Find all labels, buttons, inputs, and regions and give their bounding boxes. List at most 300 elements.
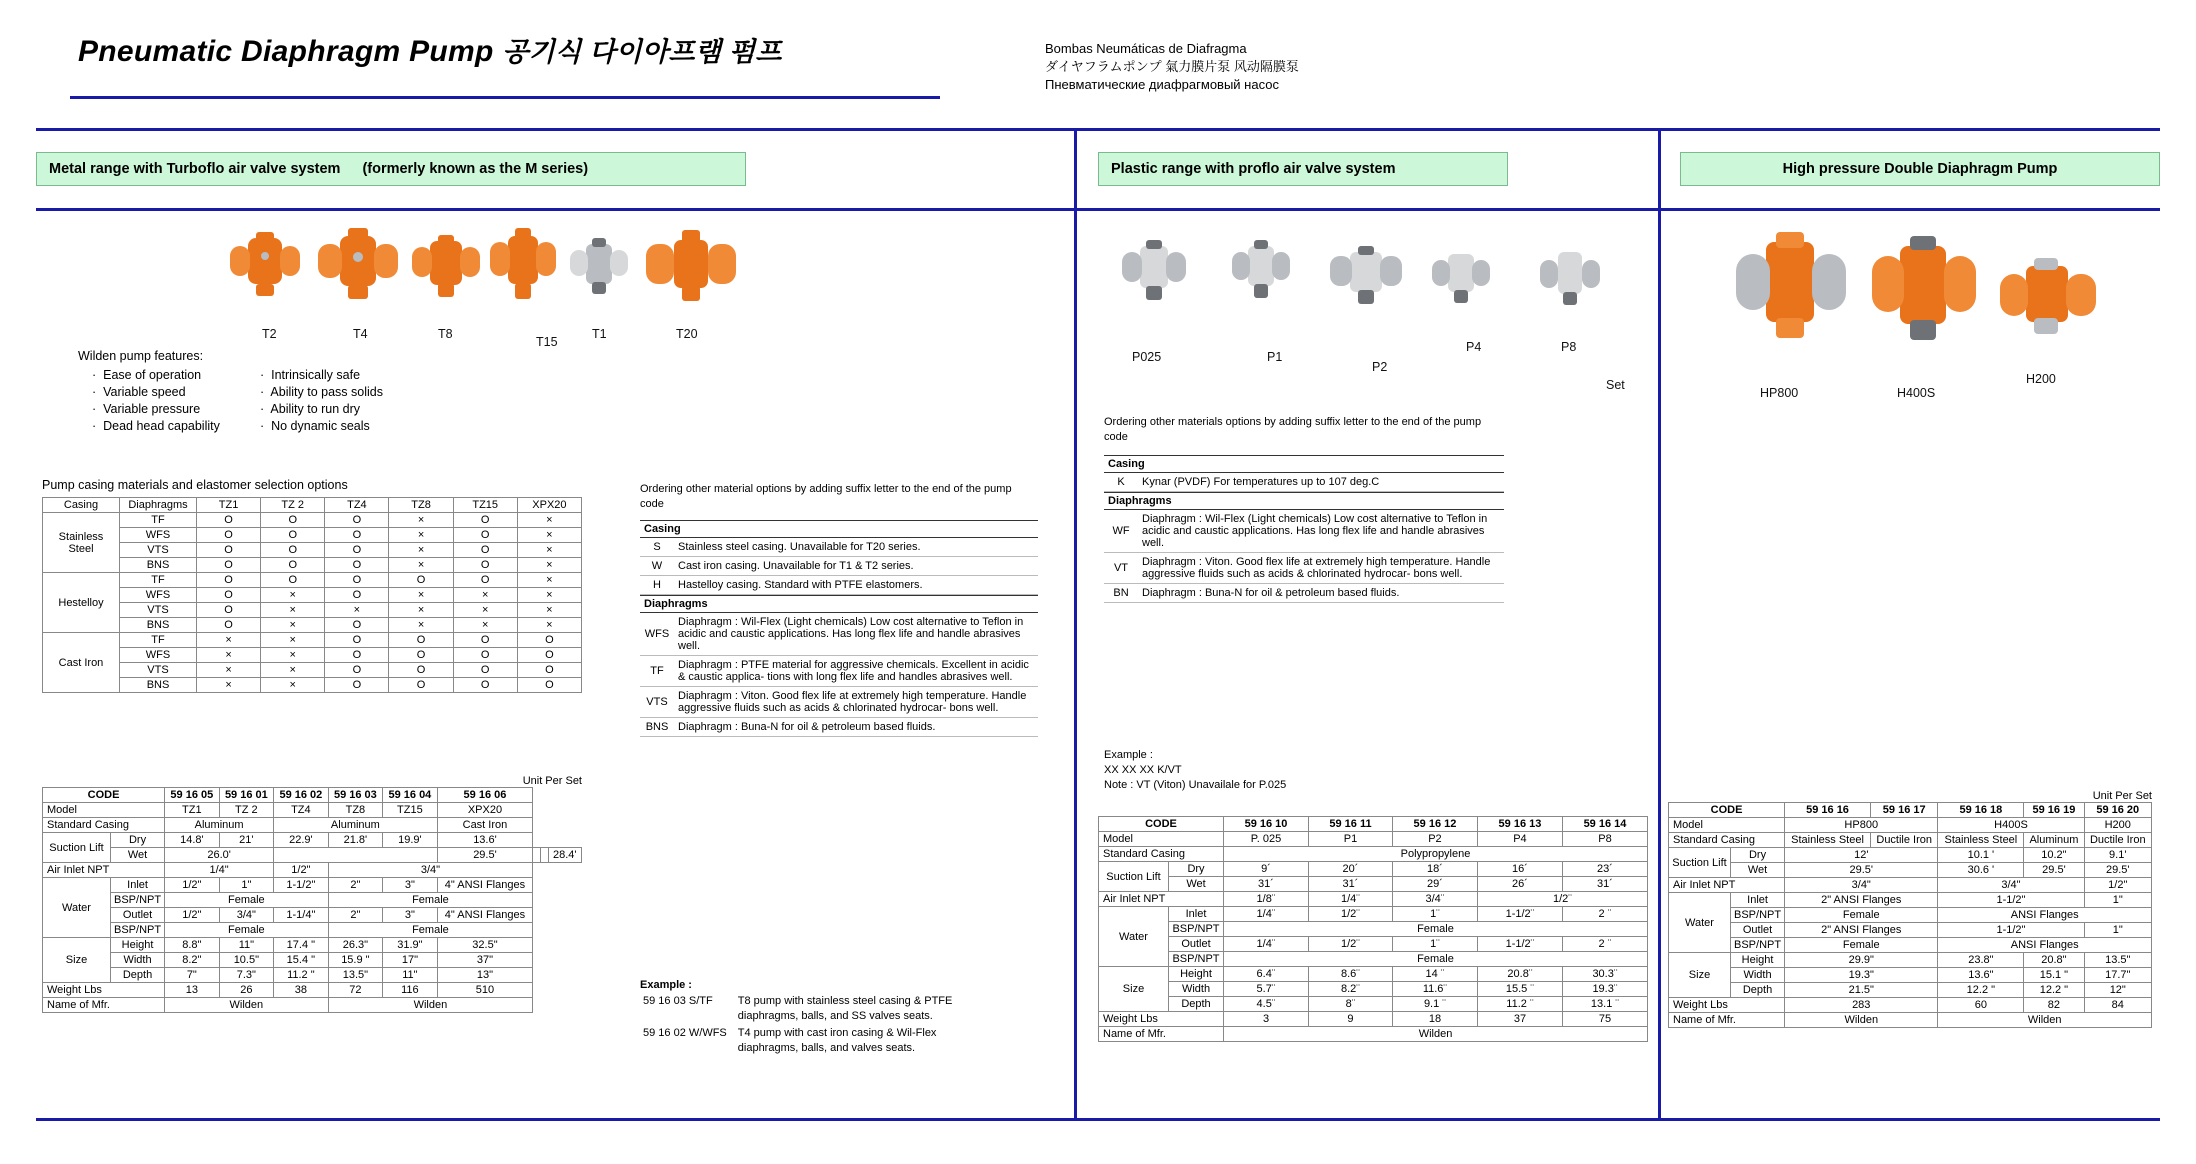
spec-cell: 1-1/2¨ xyxy=(1477,907,1562,922)
spec-row-label: Suction Lift xyxy=(1669,848,1731,878)
matrix-col-header: Casing xyxy=(43,498,120,513)
matrix-cell: O xyxy=(325,663,389,678)
spec-cell: 1/2" xyxy=(165,878,220,893)
spec-row-label: Size xyxy=(1099,967,1169,1012)
table-row xyxy=(1099,877,1648,892)
spec-cell: 1/2" xyxy=(274,863,329,878)
feature-item: · Ability to pass solids xyxy=(260,385,383,399)
matrix-cell: O xyxy=(325,513,389,528)
matrix-cell: × xyxy=(261,618,325,633)
matrix-cell: × xyxy=(389,513,453,528)
matrix-diaphragm-label: VTS xyxy=(120,603,197,618)
matrix-diaphragm-label: VTS xyxy=(120,543,197,558)
matrix-diaphragm-label: VTS xyxy=(120,663,197,678)
matrix-diaphragm-label: WFS xyxy=(120,648,197,663)
pump-label-p2: P2 xyxy=(1372,360,1388,374)
feature-item: · Variable speed xyxy=(92,385,186,399)
metal-ordering-title: Ordering other material options by adding suffix letter to the end of the pump code xyxy=(640,483,1012,510)
spec-cell: P. 025 xyxy=(1224,832,1309,847)
spec-cell: 7.3" xyxy=(219,968,274,983)
table-row xyxy=(1099,937,1648,952)
table-row xyxy=(43,528,582,543)
matrix-cell: × xyxy=(261,603,325,618)
spec-row-label: Model xyxy=(43,803,165,818)
spec-row-sublabel: Outlet xyxy=(1731,923,1785,938)
spec-row-sublabel: Inlet xyxy=(111,878,165,893)
spec-cell: 3" xyxy=(383,878,438,893)
matrix-cell: O xyxy=(197,603,261,618)
spec-cell: 6.4¨ xyxy=(1224,967,1309,982)
spec-col-header: 59 16 14 xyxy=(1562,817,1647,832)
code-description: Cast iron casing. Unavailable for T1 & T2 series. xyxy=(674,557,1038,576)
matrix-cell: O xyxy=(197,543,261,558)
table-row xyxy=(640,993,985,1025)
material-matrix-block xyxy=(42,478,582,693)
spec-cell: Wilden xyxy=(165,998,329,1013)
table-row xyxy=(43,633,582,648)
metal-diaphragms-header: Diaphragms xyxy=(640,595,1038,613)
spec-cell: 22.9' xyxy=(274,833,329,848)
features-column-2 xyxy=(260,367,383,435)
table-row xyxy=(1099,952,1648,967)
table-row xyxy=(43,803,582,818)
matrix-diaphragm-label: TF xyxy=(120,513,197,528)
matrix-cell: O xyxy=(261,573,325,588)
matrix-cell: O xyxy=(453,648,517,663)
metal-example-title: Example : xyxy=(640,979,692,991)
matrix-cell: × xyxy=(261,588,325,603)
spec-cell: 1" xyxy=(219,878,274,893)
plastic-diaphragms-header: Diaphragms xyxy=(1104,492,1504,510)
spec-cell: 26´ xyxy=(1477,877,1562,892)
table-row xyxy=(640,538,1038,557)
spec-cell: Wilden xyxy=(1938,1013,2152,1028)
matrix-cell: × xyxy=(197,663,261,678)
spec-col-header: 59 16 04 xyxy=(383,788,438,803)
table-row xyxy=(43,893,582,908)
example-code: 59 16 03 S/TF xyxy=(643,995,713,1007)
title-english: Pneumatic Diaphragm Pump xyxy=(78,35,494,68)
spec-row-sublabel: Dry xyxy=(111,833,165,848)
spec-row-sublabel: Outlet xyxy=(1169,937,1224,952)
spec-cell: Female xyxy=(165,923,329,938)
matrix-cell: × xyxy=(389,603,453,618)
matrix-cell: × xyxy=(261,648,325,663)
pump-label-t15: T15 xyxy=(536,335,558,349)
pump-label-t8: T8 xyxy=(438,327,453,341)
pump-image-h200 xyxy=(2000,258,2096,336)
spec-cell: TZ4 xyxy=(274,803,329,818)
matrix-cell: O xyxy=(517,663,581,678)
table-row xyxy=(43,513,582,528)
header-divider xyxy=(36,128,2160,131)
spec-row-label: Model xyxy=(1099,832,1224,847)
spec-cell: 20.8¨ xyxy=(1477,967,1562,982)
table-row xyxy=(43,878,582,893)
matrix-casing-label: Hestelloy xyxy=(43,573,120,633)
table-row xyxy=(43,863,582,878)
table-row xyxy=(1099,907,1648,922)
metal-diaphragm-table xyxy=(640,613,1038,737)
matrix-cell: O xyxy=(389,573,453,588)
spec-cell: 13.5" xyxy=(2084,953,2151,968)
pump-image-hp800 xyxy=(1736,232,1846,342)
spec-cell: 8¨ xyxy=(1309,997,1393,1012)
spec-cell: 17.7" xyxy=(2084,968,2151,983)
pump-image-p025 xyxy=(1122,240,1186,302)
matrix-cell: O xyxy=(453,573,517,588)
pump-label-t4: T4 xyxy=(353,327,368,341)
plastic-ordering-title: Ordering other materials options by adding suffix letter to the end of the pump code xyxy=(1104,416,1482,443)
spec-row-label: Suction Lift xyxy=(43,833,111,863)
spec-row-sublabel: BSP/NPT xyxy=(111,923,165,938)
matrix-cell: O xyxy=(453,663,517,678)
spec-cell: Female xyxy=(328,923,533,938)
matrix-cell: O xyxy=(261,513,325,528)
spec-row-label: Air Inlet NPT xyxy=(43,863,165,878)
spec-cell: 14 ¨ xyxy=(1392,967,1477,982)
code-letter: W xyxy=(640,557,674,576)
spec-cell: 1" xyxy=(2084,923,2151,938)
spec-cell: 18 xyxy=(1392,1012,1477,1027)
spec-col-header: 59 16 02 xyxy=(274,788,329,803)
matrix-cell: O xyxy=(325,588,389,603)
plastic-spec-block xyxy=(1098,816,1648,1042)
matrix-diaphragm-label: WFS xyxy=(120,588,197,603)
matrix-cell: O xyxy=(453,543,517,558)
spec-cell: 1/2¨ xyxy=(1309,937,1393,952)
spec-cell: 72 xyxy=(328,983,383,998)
feature-item: · Dead head capability xyxy=(92,419,220,433)
table-row xyxy=(1104,553,1504,584)
matrix-cell: O xyxy=(453,633,517,648)
spec-cell: 10.2" xyxy=(2024,848,2084,863)
spec-cell: Polypropylene xyxy=(1224,847,1648,862)
spec-col-header: 59 16 12 xyxy=(1392,817,1477,832)
table-row xyxy=(1099,967,1648,982)
spec-cell: 9.1 ¨ xyxy=(1392,997,1477,1012)
table-row xyxy=(1669,968,2152,983)
code-description: Diaphragm : Buna-N for oil & petroleum based fluids. xyxy=(1138,584,1504,603)
pump-image-p1 xyxy=(1232,240,1290,300)
matrix-cell: O xyxy=(517,633,581,648)
matrix-diaphragm-label: BNS xyxy=(120,558,197,573)
spec-col-header: 59 16 11 xyxy=(1309,817,1393,832)
spec-cell: 2 ¨ xyxy=(1562,907,1647,922)
spec-cell: 19.3" xyxy=(1785,968,1938,983)
matrix-cell: × xyxy=(453,588,517,603)
spec-row-sublabel: BSP/NPT xyxy=(1169,952,1224,967)
table-row xyxy=(1669,833,2152,848)
spec-cell: 32.5" xyxy=(437,938,533,953)
spec-row-label: Water xyxy=(43,878,111,938)
spec-cell: 14.8' xyxy=(165,833,220,848)
spec-cell: 1/4¨ xyxy=(1224,937,1309,952)
spec-cell: 1-1/2" xyxy=(274,878,329,893)
spec-cell: P4 xyxy=(1477,832,1562,847)
spec-cell: 13 xyxy=(165,983,220,998)
spec-cell: 23´ xyxy=(1562,862,1647,877)
spec-cell: 8.8" xyxy=(165,938,220,953)
code-letter: WFS xyxy=(640,613,674,656)
table-row xyxy=(1099,832,1648,847)
spec-cell: 23.8" xyxy=(1938,953,2024,968)
spec-row-label: Size xyxy=(1669,953,1731,998)
spec-cell: 38 xyxy=(274,983,329,998)
table-row xyxy=(43,983,582,998)
table-row xyxy=(1669,1013,2152,1028)
matrix-diaphragm-label: WFS xyxy=(120,528,197,543)
spec-cell: Female xyxy=(1785,908,1938,923)
spec-row-label: Name of Mfr. xyxy=(43,998,165,1013)
matrix-col-header: TZ1 xyxy=(197,498,261,513)
matrix-col-header: XPX20 xyxy=(517,498,581,513)
section-rule-2 xyxy=(1077,208,1658,211)
example-code: 59 16 02 W/WFS xyxy=(643,1027,727,1039)
spec-row-label: Standard Casing xyxy=(43,818,165,833)
table-row xyxy=(1099,997,1648,1012)
matrix-cell: × xyxy=(517,618,581,633)
spec-cell: 15.9 " xyxy=(328,953,383,968)
spec-cell: 1¨ xyxy=(1392,907,1477,922)
spec-cell: 26 xyxy=(219,983,274,998)
spec-cell: 17" xyxy=(383,953,438,968)
code-letter: BN xyxy=(1104,584,1138,603)
pump-label-p025: P025 xyxy=(1132,350,1162,364)
table-row xyxy=(640,613,1038,656)
spec-cell: 1/4¨ xyxy=(1309,892,1393,907)
table-row xyxy=(43,938,582,953)
pump-image-t2 xyxy=(228,232,302,298)
spec-row-sublabel: Width xyxy=(1169,982,1224,997)
spec-row-label: Weight Lbs xyxy=(1099,1012,1224,1027)
spec-cell: 9´ xyxy=(1224,862,1309,877)
metal-ordering-block xyxy=(640,482,1038,737)
spec-cell: 10.5" xyxy=(219,953,274,968)
table-row xyxy=(43,833,582,848)
matrix-cell: × xyxy=(517,588,581,603)
matrix-cell: O xyxy=(325,528,389,543)
table-row xyxy=(1104,584,1504,603)
banner-high-pressure-label: High pressure Double Diaphragm Pump xyxy=(1782,161,2058,177)
spec-cell: 13.5" xyxy=(328,968,383,983)
spec-row-sublabel: Width xyxy=(1731,968,1785,983)
spec-cell: 9 xyxy=(1309,1012,1393,1027)
spec-cell: Cast Iron xyxy=(437,818,533,833)
matrix-col-header: TZ8 xyxy=(389,498,453,513)
matrix-cell: × xyxy=(389,588,453,603)
metal-spec-block xyxy=(42,775,582,1013)
spec-cell: 20.8" xyxy=(2024,953,2084,968)
matrix-cell: O xyxy=(197,558,261,573)
table-row xyxy=(43,558,582,573)
spec-cell: 82 xyxy=(2024,998,2084,1013)
matrix-diaphragm-label: BNS xyxy=(120,618,197,633)
metal-example-table xyxy=(640,993,985,1057)
plastic-example-block xyxy=(1104,748,1484,793)
pump-image-h400s xyxy=(1872,236,1976,346)
pump-image-p4 xyxy=(1432,250,1490,306)
table-row xyxy=(1669,818,2152,833)
table-header-row xyxy=(1669,803,2152,818)
matrix-cell: × xyxy=(517,543,581,558)
table-row xyxy=(43,648,582,663)
matrix-cell: O xyxy=(453,528,517,543)
section-rule-3 xyxy=(1661,208,2160,211)
table-row xyxy=(1099,1027,1648,1042)
spec-row-sublabel: Depth xyxy=(111,968,165,983)
spec-cell: 1/2¨ xyxy=(1309,907,1393,922)
table-row xyxy=(43,678,582,693)
table-row xyxy=(1669,983,2152,998)
spec-cell: Wilden xyxy=(1224,1027,1648,1042)
spec-cell: 7" xyxy=(165,968,220,983)
matrix-casing-label: Cast Iron xyxy=(43,633,120,693)
spec-cell: XPX20 xyxy=(437,803,533,818)
banner-plastic-label: Plastic range with proflo air valve system xyxy=(1111,161,1396,177)
table-row xyxy=(1104,473,1504,492)
spec-cell: Aluminum xyxy=(2024,833,2084,848)
spec-cell: 3" xyxy=(383,908,438,923)
spec-cell: 1-1/2¨ xyxy=(1477,937,1562,952)
pump-label-h200: H200 xyxy=(2026,372,2056,386)
spec-cell: 17.4 " xyxy=(274,938,329,953)
spec-row-sublabel: Inlet xyxy=(1169,907,1224,922)
table-row xyxy=(640,1025,985,1057)
banner-high-pressure xyxy=(1680,152,2160,186)
spec-cell: 29.5' xyxy=(2024,863,2084,878)
spec-cell: 30.3¨ xyxy=(1562,967,1647,982)
banner-metal-sub: (formerly known as the M series) xyxy=(362,161,589,177)
spec-col-header: 59 16 03 xyxy=(328,788,383,803)
metal-casing-table xyxy=(640,538,1038,595)
spec-col-header: 59 16 17 xyxy=(1870,803,1937,818)
features-column-1 xyxy=(92,367,220,435)
spec-cell: Female xyxy=(1785,938,1938,953)
spec-cell: 116 xyxy=(383,983,438,998)
matrix-cell: × xyxy=(389,558,453,573)
spec-cell: 3/4" xyxy=(219,908,274,923)
table-header-row xyxy=(43,498,582,513)
code-description: Stainless steel casing. Unavailable for T20 series. xyxy=(674,538,1038,557)
spec-cell: Female xyxy=(165,893,329,908)
spec-cell: Female xyxy=(1224,922,1648,937)
plastic-diaphragm-table xyxy=(1104,510,1504,603)
code-description: Diaphragm : Viton. Good flex life at extremely high temperature. Handle aggressive fluids such as acids & chlorinated hydrocar- bons well. xyxy=(1138,553,1504,584)
matrix-cell: O xyxy=(197,618,261,633)
spec-cell xyxy=(540,848,548,863)
spec-cell: 31´ xyxy=(1309,877,1393,892)
spec-row-sublabel: Inlet xyxy=(1731,893,1785,908)
matrix-cell: O xyxy=(261,528,325,543)
spec-cell: 3 xyxy=(1224,1012,1309,1027)
spec-cell: 11.2 ¨ xyxy=(1477,997,1562,1012)
spec-col-header: 59 16 20 xyxy=(2084,803,2151,818)
plastic-casing-table xyxy=(1104,473,1504,492)
code-letter: S xyxy=(640,538,674,557)
spec-col-header: 59 16 05 xyxy=(165,788,220,803)
spec-cell: 20´ xyxy=(1309,862,1393,877)
spec-cell: 9.1' xyxy=(2084,848,2151,863)
plastic-example-note: Note : VT (Viton) Unavailale for P.025 xyxy=(1104,779,1287,791)
spec-row-sublabel: BSP/NPT xyxy=(111,893,165,908)
matrix-cell: × xyxy=(197,648,261,663)
spec-cell: 21.5" xyxy=(1785,983,1938,998)
spec-row-sublabel: BSP/NPT xyxy=(1731,938,1785,953)
spec-cell: 19.9' xyxy=(383,833,438,848)
matrix-cell: × xyxy=(453,618,517,633)
table-row xyxy=(43,573,582,588)
table-row xyxy=(1669,923,2152,938)
spec-cell: 11.2 " xyxy=(274,968,329,983)
spec-cell: ANSI Flanges xyxy=(1938,938,2152,953)
spec-cell: Ductile Iron xyxy=(1870,833,1937,848)
matrix-cell: O xyxy=(197,513,261,528)
spec-cell: 12' xyxy=(1785,848,1938,863)
spec-cell: H400S xyxy=(1938,818,2084,833)
feature-item: · No dynamic seals xyxy=(260,419,370,433)
spec-cell: 26.0' xyxy=(165,848,274,863)
spec-col-header: CODE xyxy=(43,788,165,803)
spec-cell: 13.1 ¨ xyxy=(1562,997,1647,1012)
spec-cell: 1-1/4" xyxy=(274,908,329,923)
spec-cell: 4.5¨ xyxy=(1224,997,1309,1012)
spec-cell: H200 xyxy=(2084,818,2151,833)
spec-col-header: 59 16 10 xyxy=(1224,817,1309,832)
spec-cell: 31´ xyxy=(1224,877,1309,892)
pump-label-t20: T20 xyxy=(676,327,698,341)
table-row xyxy=(43,618,582,633)
plastic-spec-table xyxy=(1098,816,1648,1042)
spec-row-label: Suction Lift xyxy=(1099,862,1169,892)
table-row xyxy=(43,923,582,938)
spec-cell: 31.9" xyxy=(383,938,438,953)
code-description: Kynar (PVDF) For temperatures up to 107 deg.C xyxy=(1138,473,1504,492)
spec-cell: Aluminum xyxy=(165,818,274,833)
matrix-cell: O xyxy=(197,588,261,603)
pump-image-t4 xyxy=(318,228,398,300)
spec-row-label: Air Inlet NPT xyxy=(1099,892,1224,907)
matrix-cell: × xyxy=(197,633,261,648)
plastic-example-title: Example : xyxy=(1104,749,1153,761)
spec-cell: Wilden xyxy=(1785,1013,1938,1028)
spec-cell: 15.5 ¨ xyxy=(1477,982,1562,997)
table-row xyxy=(43,968,582,983)
spec-cell: 510 xyxy=(437,983,533,998)
matrix-cell: O xyxy=(325,543,389,558)
matrix-cell: O xyxy=(389,663,453,678)
spec-row-sublabel: Wet xyxy=(1169,877,1224,892)
spec-cell: 1¨ xyxy=(1392,937,1477,952)
spec-cell: ANSI Flanges xyxy=(1938,908,2152,923)
spec-cell: 84 xyxy=(2084,998,2151,1013)
pump-image-t8 xyxy=(412,235,480,299)
spec-row-sublabel: Depth xyxy=(1731,983,1785,998)
spec-cell: 2" xyxy=(328,908,383,923)
spec-row-sublabel: Dry xyxy=(1169,862,1224,877)
pump-label-h400s: H400S xyxy=(1897,386,1936,400)
code-letter: VTS xyxy=(640,687,674,718)
spec-cell: 1/8¨ xyxy=(1224,892,1309,907)
matrix-cell: O xyxy=(389,633,453,648)
spec-cell: 1-1/2" xyxy=(1938,893,2084,908)
feature-item: · Variable pressure xyxy=(92,402,201,416)
footer-divider xyxy=(36,1118,2160,1121)
table-row xyxy=(43,818,582,833)
spec-cell: 2" ANSI Flanges xyxy=(1785,893,1938,908)
table-row xyxy=(640,557,1038,576)
matrix-cell: × xyxy=(325,603,389,618)
